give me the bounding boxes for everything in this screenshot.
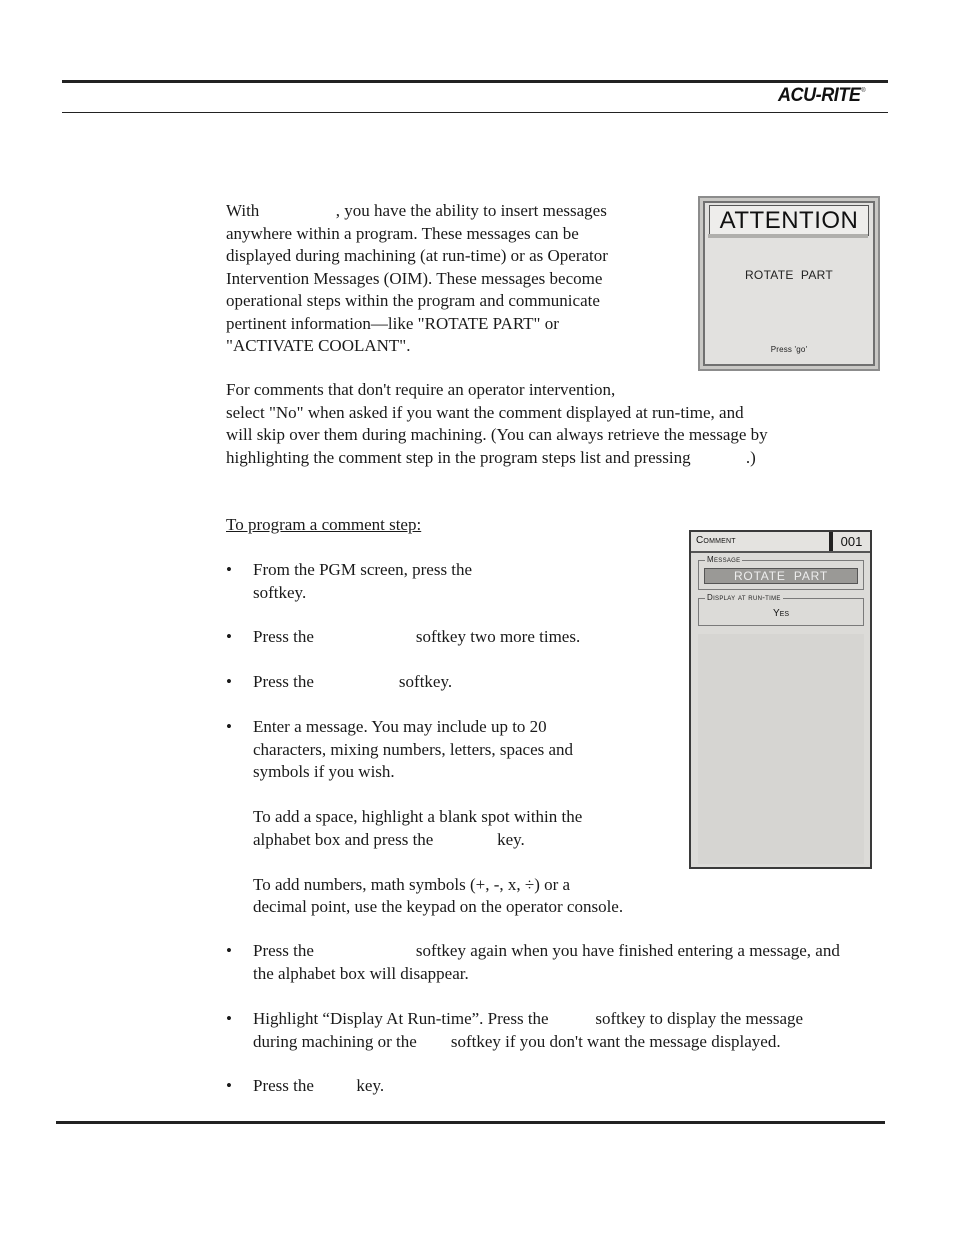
bullet-marker: •	[226, 941, 232, 960]
intro-line: Intervention Messages (OIM). These messages become	[226, 268, 603, 288]
intro-line: With , you have the ability to insert messages	[226, 201, 607, 220]
procedure-heading: To program a comment step:	[226, 515, 422, 534]
intro-line: "ACTIVATE COOLANT".	[226, 336, 411, 355]
message-value: ROTATE PART	[704, 568, 858, 584]
step-1	[226, 559, 473, 604]
comment-empty-area	[698, 634, 864, 864]
attention-title: ATTENTION	[709, 205, 869, 236]
comments-paragraph	[226, 379, 768, 469]
step-3	[226, 671, 453, 694]
bullet-marker: •	[226, 560, 232, 579]
header-rule-thick	[62, 80, 888, 83]
step-line: Enter a message. You may include up to 20	[253, 717, 547, 736]
step-line: decimal point, use the keypad on the operator console.	[253, 897, 624, 916]
bullet-marker: •	[226, 627, 232, 646]
message-label: Message	[707, 555, 741, 564]
step-line: Press the softkey.	[253, 672, 453, 691]
bullet-marker: •	[226, 672, 232, 691]
step-line: during machining or the softkey if you don't want the message displayed.	[253, 1031, 781, 1051]
intro-line: operational steps within the program and communicate	[226, 291, 600, 310]
step-line: symbols if you wish.	[253, 762, 395, 781]
comments-line: highlighting the comment step in the program steps list and pressing .)	[226, 447, 756, 467]
brand-logo: ACU-RITE®	[778, 85, 866, 106]
step-line: To add a space, highlight a blank spot within the	[253, 807, 583, 826]
footer-rule	[56, 1121, 885, 1124]
attention-prompt: Press 'go'	[770, 345, 808, 354]
step-line: Press the softkey two more times.	[253, 627, 581, 646]
step-line: characters, mixing numbers, letters, spaces and	[253, 739, 574, 759]
intro-paragraph	[226, 200, 608, 358]
comment-title: Comment	[696, 535, 736, 546]
intro-line: pertinent information—like "ROTATE PART" or	[226, 313, 559, 333]
bullet-marker: •	[226, 1076, 232, 1095]
step-line: From the PGM screen, press the	[253, 560, 473, 579]
intro-line: anywhere within a program. These messages can be	[226, 223, 579, 243]
comment-screen-image	[689, 530, 872, 869]
step-line	[253, 784, 623, 807]
step-line	[253, 851, 623, 874]
step-5	[226, 940, 840, 985]
step-2	[226, 626, 581, 649]
attention-title-band	[708, 234, 868, 238]
step-line: To add numbers, math symbols (+, -, x, ÷) or a	[253, 874, 571, 894]
step-line: Press the key.	[253, 1076, 385, 1095]
step-4	[226, 716, 624, 919]
comment-header	[691, 532, 870, 553]
display-label: Display at run-time	[707, 593, 781, 602]
intro-line: displayed during machining (at run-time) or as Operator	[226, 246, 608, 265]
step-line: the alphabet box will disappear.	[253, 963, 469, 983]
bullet-marker: •	[226, 1009, 232, 1028]
step-line: Highlight “Display At Run-time”. Press the softkey to display the message	[253, 1009, 804, 1028]
message-field	[698, 555, 864, 590]
step-line: Press the softkey again when you have finished entering a message, and	[253, 941, 840, 960]
step-line: alphabet box and press the key.	[253, 829, 525, 849]
comments-line: will skip over them during machining. (You can always retrieve the message by	[226, 425, 768, 444]
display-value: Yes	[772, 608, 789, 619]
step-6	[226, 1008, 804, 1053]
attention-message: ROTATE PART	[744, 268, 834, 282]
step-line: softkey.	[253, 582, 307, 602]
comment-step-number: 001	[829, 532, 870, 551]
attention-screen-image	[698, 196, 880, 371]
bullet-marker: •	[226, 717, 232, 736]
header-rule-thin	[62, 112, 888, 113]
display-at-runtime-field	[698, 593, 864, 626]
step-7	[226, 1075, 385, 1098]
comments-line: For comments that don't require an operator intervention,	[226, 380, 616, 399]
comments-line: select "No" when asked if you want the comment displayed at run-time, and	[226, 402, 744, 422]
